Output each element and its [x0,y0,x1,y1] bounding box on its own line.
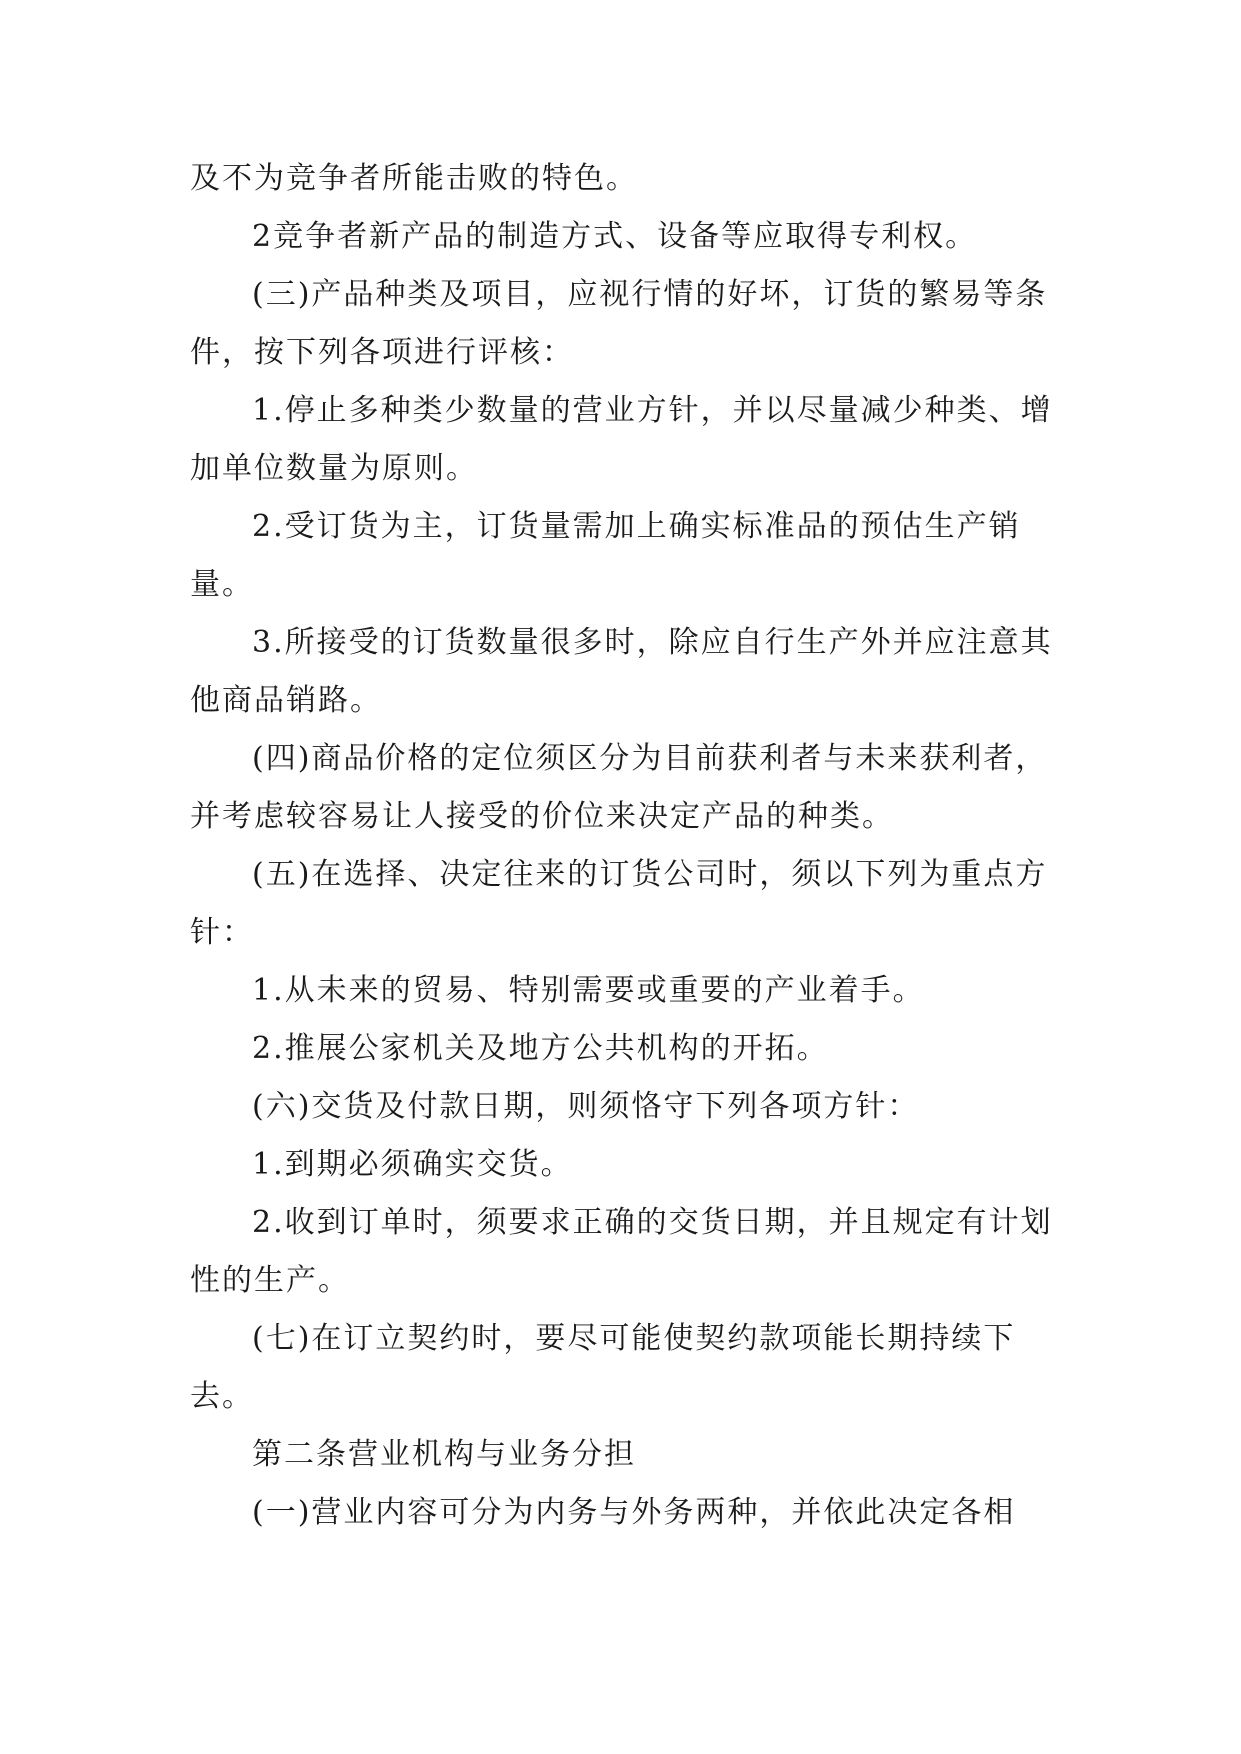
paragraph: 1.从未来的贸易、特别需要或重要的产业着手。 [252,973,925,1008]
paragraph: (四)商品价格的定位须区分为目前获利者与未来获利者，并考虑较容易让人接受的价位来决定产品的种类。 [190,741,1048,834]
section-heading: 第二条营业机构与业务分担 [252,1437,636,1472]
paragraph: (六)交货及付款日期，则须恪守下列各项方针： [252,1089,920,1124]
paragraph: 2.受订货为主，订货量需加上确实标准品的预估生产销量。 [190,509,1021,602]
paragraph: 2.收到订单时，须要求正确的交货日期，并且规定有计划性的生产。 [190,1205,1053,1298]
paragraph: (三)产品种类及项目，应视行情的好坏，订货的繁易等条件，按下列各项进行评核： [190,277,1048,370]
paragraph: 2.推展公家机关及地方公共机构的开拓。 [252,1031,829,1066]
paragraph: (七)在订立契约时，要尽可能使契约款项能长期持续下去。 [190,1321,1016,1414]
paragraph: 3.所接受的订货数量很多时，除应自行生产外并应注意其他商品销路。 [190,625,1053,718]
paragraph: (五)在选择、决定往来的订货公司时，须以下列为重点方针： [190,857,1048,950]
paragraph: 2竞争者新产品的制造方式、设备等应取得专利权。 [252,219,978,254]
paragraph: (一)营业内容可分为内务与外务两种，并依此决定各相 [252,1495,1016,1530]
paragraph: 1.停止多种类少数量的营业方针，并以尽量减少种类、增加单位数量为原则。 [190,393,1053,486]
paragraph: 及不为竞争者所能击败的特色。 [190,161,638,196]
document-body [190,150,1060,1542]
paragraph: 1.到期必须确实交货。 [252,1147,573,1182]
